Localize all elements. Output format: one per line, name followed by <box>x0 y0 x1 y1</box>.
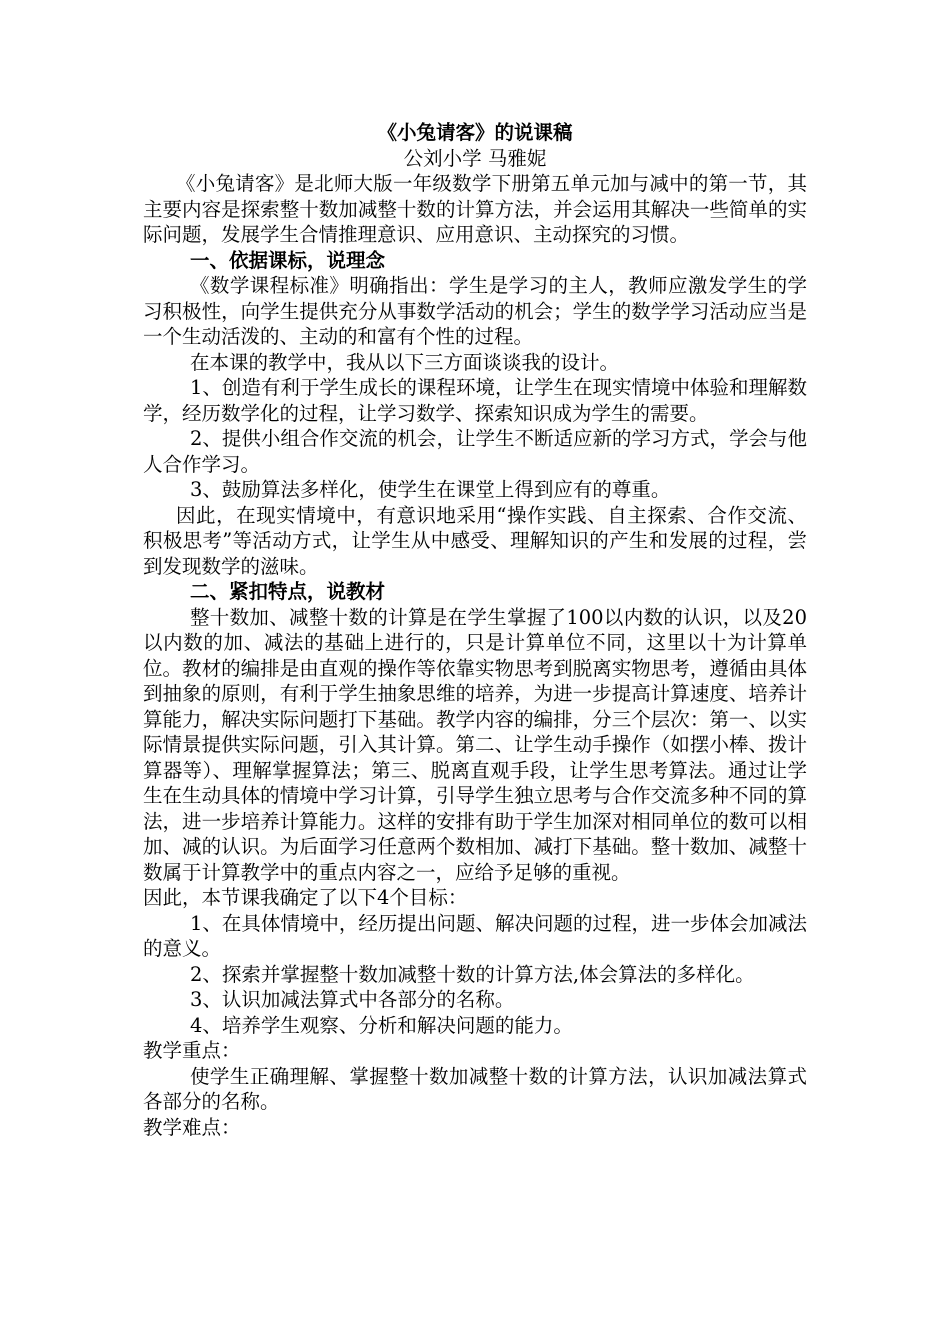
key-point-text: 使学生正确理解、掌握整十数加减整十数的计算方法，认识加减法算式各部分的名称。 <box>143 1064 807 1113</box>
section1-paragraph-2: 在本课的教学中，我从以下三方面谈谈我的设计。 <box>190 350 620 374</box>
section1-item-2: 2、提供小组合作交流的机会，让学生不断适应新的学习方式，学会与他人合作学习。 <box>143 427 807 476</box>
document-page <box>143 120 807 1140</box>
key-point-label: 教学重点： <box>143 1039 241 1062</box>
goal-item-1: 1、在具体情境中，经历提出问题、解决问题的过程，进一步体会加减法的意义。 <box>143 911 807 960</box>
goal-item-2: 2、探索并掌握整十数加减整十数的计算方法,体会算法的多样化。 <box>190 962 755 986</box>
section2-paragraph-2: 因此，本节课我确定了以下4个目标： <box>143 886 468 909</box>
section2-heading: 二、紧扣特点，说教材 <box>190 580 386 603</box>
section2-paragraph-1: 整十数加、减整十数的计算是在学生掌握了100以内数的认识，以及20以内数的加、减法的基础上进行的，只是计算单位不同，这里以十为计算单位。教材的编排是由直观的操作等依靠实物思考到脱离实物思考，遵循由具体到抽象的原则，有利于学生抽象思维的培养，为进一步提高计算速度、培养计算能力，解决实际问题打下基础。教学内容的编排，分三个层次：第一、以实际情景提供实际问题，引入其计算。第二、让学生动手操作（如摆小棒、拨计算器等）、理解掌握算法；第三、脱离直观手段，让学生思考算法。通过让学生在生动具体的情境中学习计算，引导学生独立思考与合作交流多种不同的算法，进一步培养计算能力。这样的安排有助于学生加深对相同单位的数可以相加、减的认识。为后面学习任意两个数相加、减打下基础。整十数加、减整十数属于计算教学中的重点内容之一，应给予足够的重视。 <box>143 605 807 884</box>
document-title: 《小兔请客》的说课稿 <box>377 121 573 144</box>
intro-paragraph: 《小兔请客》是北师大版一年级数学下册第五单元加与减中的第一节，其主要内容是探索整十数加减整十数的计算方法，并会运用其解决一些简单的实际问题，发展学生合情推理意识、应用意识、主动探究的习惯。 <box>143 172 807 246</box>
goal-item-4: 4、培养学生观察、分析和解决问题的能力。 <box>190 1013 573 1037</box>
section1-paragraph-1: 《数学课程标准》明确指出：学生是学习的主人，教师应激发学生的学习积极性，向学生提供充分从事数学活动的机会；学生的数学学习活动应当是一个生动活泼的、主动的和富有个性的过程。 <box>143 274 807 348</box>
section1-paragraph-3: 因此，在现实情境中，有意识地采用“操作实践、自主探索、合作交流、积极思考”等活动方式，让学生从中感受、理解知识的产生和发展的过程，尝到发现数学的滋味。 <box>143 503 807 578</box>
difficulty-label: 教学难点： <box>143 1115 241 1139</box>
goal-item-3: 3、认识加减法算式中各部分的名称。 <box>190 988 515 1011</box>
section1-item-3: 3、鼓励算法多样化，使学生在课堂上得到应有的尊重。 <box>190 478 671 501</box>
section1-heading: 一、依据课标，说理念 <box>190 248 386 272</box>
section1-item-1: 1、创造有利于学生成长的课程环境，让学生在现实情境中体验和理解数学，经历数学化的过程，让学习数学、探索知识成为学生的需要。 <box>143 376 807 425</box>
document-author: 公刘小学 马雅妮 <box>403 146 547 170</box>
